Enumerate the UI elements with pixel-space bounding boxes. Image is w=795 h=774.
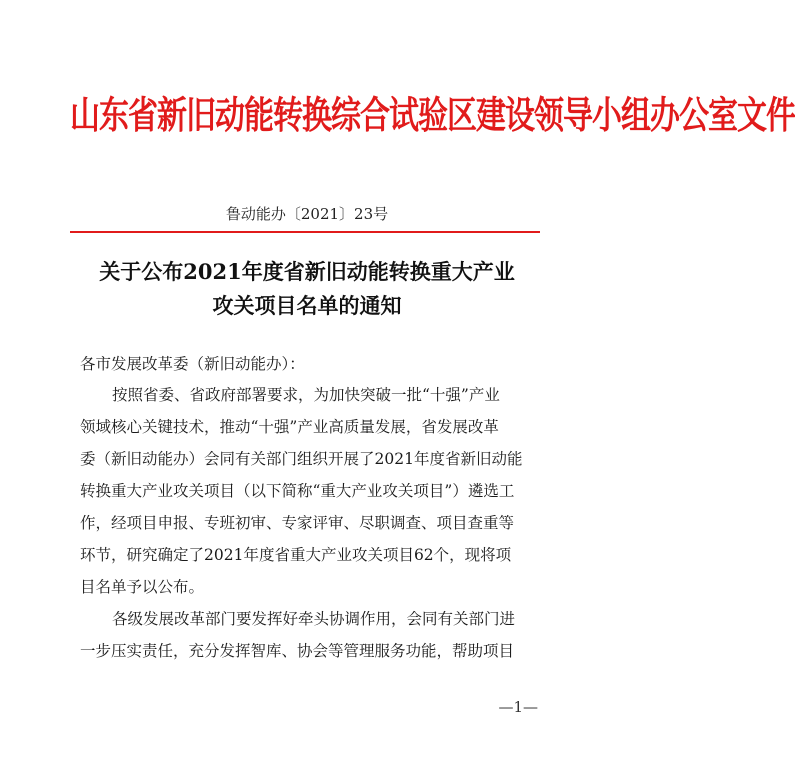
- notice-title-line-1: 关于公布2021年度省新旧动能转换重大产业: [99, 259, 515, 284]
- notice-title-line-2: 攻关项目名单的通知: [212, 293, 402, 318]
- body-line-7: 目名单予以公布。: [80, 578, 205, 596]
- body-line-4: 转换重大产业攻关项目（以下简称“重大产业攻关项目”）遴选工: [80, 482, 515, 500]
- body-line-6: 环节，研究确定了2021年度省重大产业攻关项目62个，现将项: [80, 546, 512, 564]
- red-divider-line: [70, 231, 540, 233]
- body-line-5: 作，经项目申报、专班初审、专家评审、尽职调查、项目查重等: [80, 514, 515, 532]
- body-line-8: 各级发展改革部门要发挥好牵头协调作用，会同有关部门进: [112, 610, 516, 628]
- body-line-1: 按照省委、省政府部署要求，为加快突破一批“十强”产业: [112, 386, 500, 404]
- body-line-9: 一步压实责任，充分发挥智库、协会等管理服务功能，帮助项目: [80, 642, 515, 660]
- issuing-office-header: 山东省新旧动能转换综合试验区建设领导小组办公室文件: [70, 94, 795, 138]
- body-line-3: 委（新旧动能办）会同有关部门组织开展了2021年度省新旧动能: [80, 450, 523, 468]
- page-number: —1—: [498, 698, 538, 716]
- document-number: 鲁动能办〔2021〕23号: [225, 205, 389, 223]
- body-line-2: 领域核心关键技术，推动“十强”产业高质量发展，省发展改革: [80, 418, 499, 436]
- salutation: 各市发展改革委（新旧动能办）：: [80, 355, 305, 373]
